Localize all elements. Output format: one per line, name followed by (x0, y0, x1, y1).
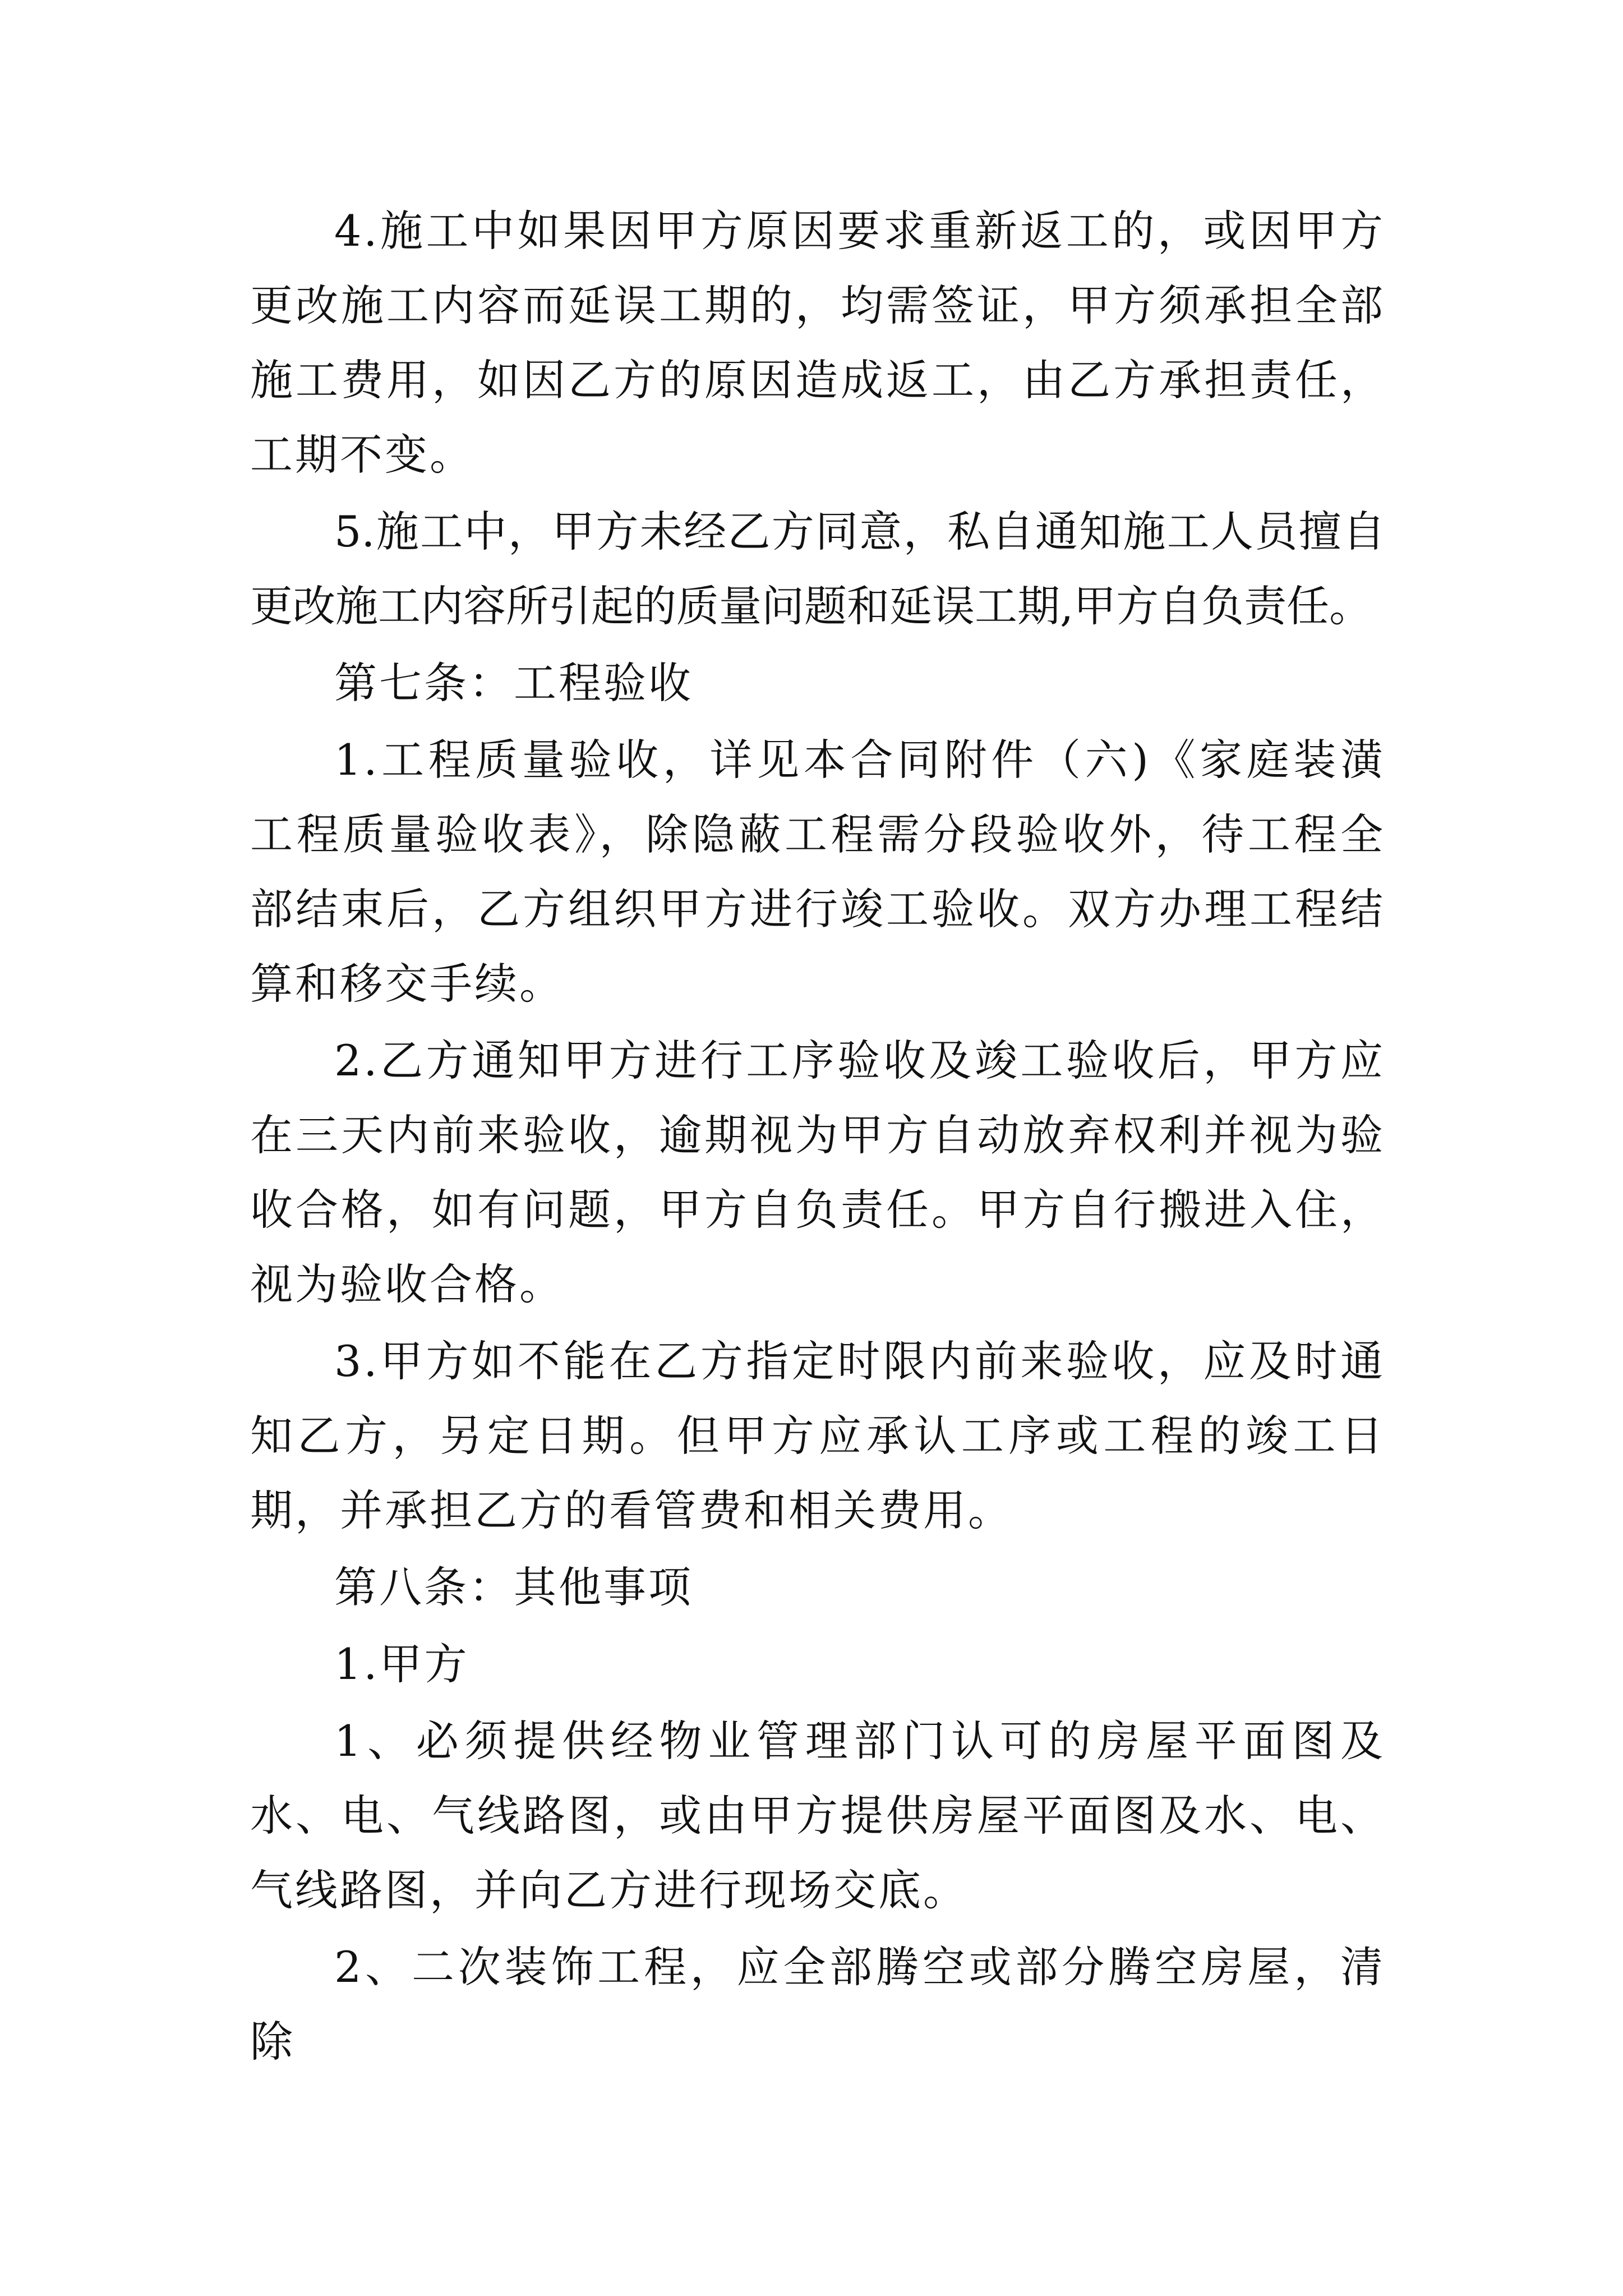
paragraph-party-a-2: 2、二次装饰工程，应全部腾空或部分腾空房屋，清除 (250, 1942, 1385, 2067)
paragraph-acceptance-3: 3.甲方如不能在乙方指定时限内前来验收，应及时通知乙方，另定日期。但甲方应承认工序或工程的竣工日期，并承担乙方的看管费和相关费用。 (250, 1336, 1385, 1535)
paragraph-acceptance-2: 2.乙方通知甲方进行工序验收及竣工验收后，甲方应在三天内前来验收，逾期视为甲方自动放弃权利并视为验收合格，如有问题，甲方自负责任。甲方自行搬进入住，视为验收合格。 (250, 1036, 1385, 1309)
paragraph-item-4: 4.施工中如果因甲方原因要求重新返工的，或因甲方更改施工内容而延误工期的，均需签证，甲方须承担全部施工费用，如因乙方的原因造成返工，由乙方承担责任，工期不变。 (250, 206, 1385, 480)
paragraph-item-5: 5.施工中，甲方未经乙方同意，私自通知施工人员擅自更改施工内容所引起的质量问题和延误工期,甲方自负责任。 (250, 507, 1385, 631)
paragraph-acceptance-1: 1.工程质量验收，详见本合同附件（六)《家庭装潢工程质量验收表》，除隐蔽工程需分段验收外，待工程全部结束后，乙方组织甲方进行竣工验收。双方办理工程结算和移交手续。 (250, 735, 1385, 1009)
paragraph-party-a-1: 1、必须提供经物业管理部门认可的房屋平面图及水、电、气线路图，或由甲方提供房屋平面图及水、电、气线路图，并向乙方进行现场交底。 (250, 1716, 1385, 1915)
section-heading-article-7: 第七条：工程验收 (334, 658, 693, 708)
document-body (250, 194, 1385, 2081)
section-heading-article-8: 第八条：其他事项 (334, 1562, 693, 1612)
subheading-party-a: 1.甲方 (334, 1639, 469, 1689)
